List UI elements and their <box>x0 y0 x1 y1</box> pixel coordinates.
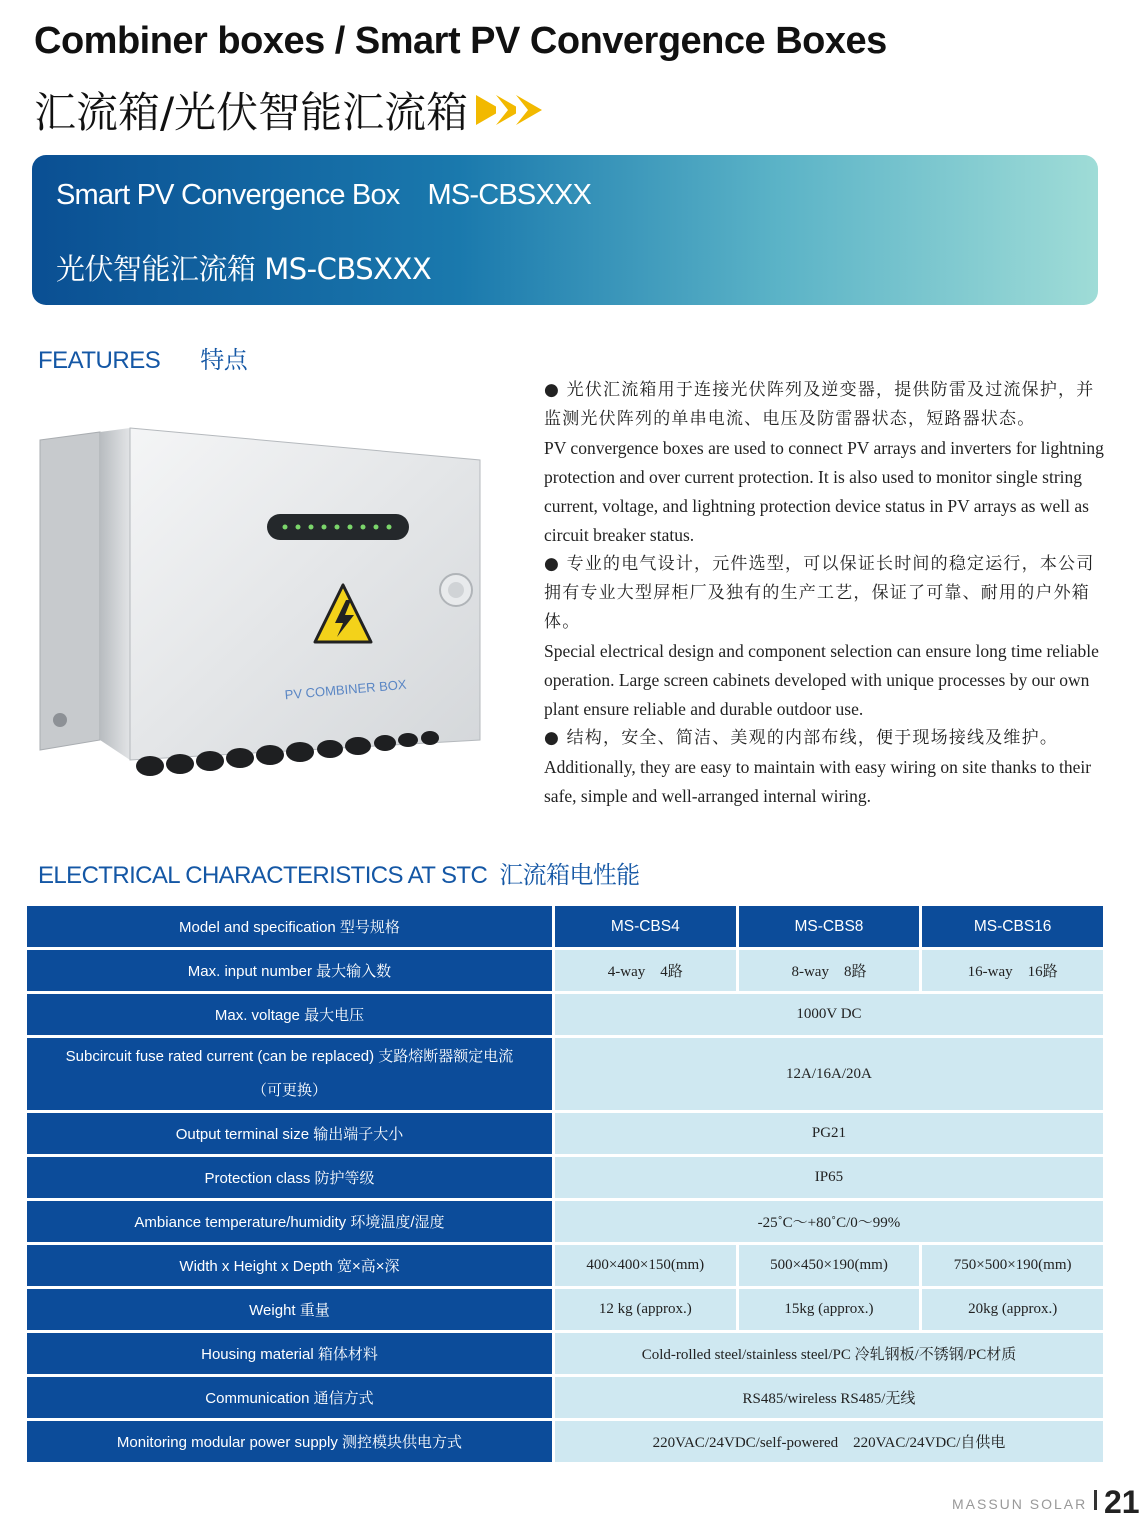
cell-value: 750×500×190(mm) <box>922 1245 1103 1289</box>
page-title-cn-text: 汇流箱/光伏智能汇流箱 <box>34 88 469 137</box>
table-row <box>27 1421 1103 1465</box>
feature-paragraph: Additionally, they are easy to maintain with easy wiring on site thanks to their safe, simple and well-arranged internal wiring. <box>544 757 1092 806</box>
banner-line-en <box>56 179 591 212</box>
features-heading-en: FEATURES <box>38 347 161 374</box>
model-header: MS-CBS16 <box>922 906 1103 950</box>
table-row <box>27 1377 1103 1421</box>
footer-brand: MASSUN SOLAR <box>952 1496 1088 1512</box>
row-label: Width x Height x Depth 宽×高×深 <box>27 1245 555 1289</box>
table-row <box>27 1038 1103 1113</box>
feature-paragraph: Special electrical design and component selection can ensure long time reliable operation. Large screen cabinets developed with unique processes by our own plant ensure reliable and durable outdoor use. <box>544 641 1099 719</box>
row-label-line: Subcircuit fuse rated current (can be replaced) 支路熔断器额定电流 <box>65 1048 514 1065</box>
row-label: Communication 通信方式 <box>27 1377 555 1421</box>
row-label: Monitoring modular power supply 测控模块供电方式 <box>27 1421 555 1465</box>
product-label-text: PV COMBINER BOX <box>284 676 408 703</box>
table-row <box>27 906 1103 950</box>
table-row <box>27 950 1103 994</box>
electrical-heading-en: ELECTRICAL CHARACTERISTICS AT STC <box>38 862 488 889</box>
row-label: Protection class 防护等级 <box>27 1157 555 1201</box>
banner-product-name: Smart PV Convergence Box <box>56 179 400 211</box>
banner-model: MS-CBSXXX <box>427 179 592 211</box>
cell-value: 12A/16A/20A <box>555 1038 1103 1113</box>
table-row <box>27 994 1103 1038</box>
cell-value: 400×400×150(mm) <box>555 1245 739 1289</box>
table-row <box>27 1157 1103 1201</box>
product-banner <box>32 155 1098 305</box>
cell-value: PG21 <box>555 1113 1103 1157</box>
cell-value: -25˚C～+80˚C/0～99% <box>555 1201 1103 1245</box>
row-label <box>27 1038 555 1113</box>
page-title-en: Combiner boxes / Smart PV Convergence Boxes <box>34 20 887 62</box>
cell-value: 15kg (approx.) <box>739 1289 923 1333</box>
row-label: Output terminal size 输出端子大小 <box>27 1113 555 1157</box>
feature-paragraph: ● 专业的电气设计，元件选型，可以保证长时间的稳定运行，本公司拥有专业大型屏柜厂及独有的生产工艺，保证了可靠、耐用的户外箱体。 <box>544 554 1095 632</box>
cell-value: 8-way 8路 <box>739 950 923 994</box>
row-label-line: （可更换） <box>251 1082 327 1099</box>
chevron-arrows-icon <box>482 95 542 125</box>
table-row <box>27 1201 1103 1245</box>
electrical-heading-cn: 汇流箱电性能 <box>499 861 640 889</box>
cell-value: 4-way 4路 <box>555 950 739 994</box>
features-description <box>544 376 1110 811</box>
feature-paragraph: ● 光伏汇流箱用于连接光伏阵列及逆变器，提供防雷及过流保护，并监测光伏阵列的单串电流、电压及防雷器状态，短路器状态。 <box>544 380 1095 429</box>
cell-value: 1000V DC <box>555 994 1103 1038</box>
product-image <box>30 420 500 790</box>
spec-table <box>27 906 1103 1465</box>
page-title-cn <box>34 80 542 140</box>
cell-value: 16-way 16路 <box>922 950 1103 994</box>
page-number: 21 <box>1104 1484 1140 1520</box>
row-label: Weight 重量 <box>27 1289 555 1333</box>
row-label: Max. voltage 最大电压 <box>27 994 555 1038</box>
cell-value: 220VAC/24VDC/self-powered 220VAC/24VDC/自供电 <box>555 1421 1103 1465</box>
electrical-heading <box>38 855 640 890</box>
row-label: Ambiance temperature/humidity 环境温度/湿度 <box>27 1201 555 1245</box>
feature-paragraph: ● 结构，安全、简洁、美观的内部布线，便于现场接线及维护。 <box>544 728 1059 748</box>
cell-value: Cold-rolled steel/stainless steel/PC 冷轧钢板/不锈钢/PC材质 <box>555 1333 1103 1377</box>
banner-line-cn: 光伏智能汇流箱 MS-CBSXXX <box>56 252 432 286</box>
feature-paragraph: PV convergence boxes are used to connect PV arrays and inverters for lightning protection and over current protection. It is also used to monitor single string current, voltage, and lightning protection device status in PV arrays as well as circuit breaker status. <box>544 438 1104 545</box>
table-row <box>27 1245 1103 1289</box>
table-row <box>27 1289 1103 1333</box>
cell-value: RS485/wireless RS485/无线 <box>555 1377 1103 1421</box>
features-heading-cn: 特点 <box>200 346 248 374</box>
cell-value: 20kg (approx.) <box>922 1289 1103 1333</box>
cell-value: 12 kg (approx.) <box>555 1289 739 1333</box>
row-label: Model and specification 型号规格 <box>27 906 555 950</box>
row-label: Max. input number 最大输入数 <box>27 950 555 994</box>
cell-value: 500×450×190(mm) <box>739 1245 923 1289</box>
footer-divider <box>1094 1490 1097 1510</box>
features-heading <box>38 340 247 375</box>
cell-value: IP65 <box>555 1157 1103 1201</box>
table-row <box>27 1113 1103 1157</box>
model-header: MS-CBS8 <box>739 906 923 950</box>
row-label: Housing material 箱体材料 <box>27 1333 555 1377</box>
table-row <box>27 1333 1103 1377</box>
model-header: MS-CBS4 <box>555 906 739 950</box>
